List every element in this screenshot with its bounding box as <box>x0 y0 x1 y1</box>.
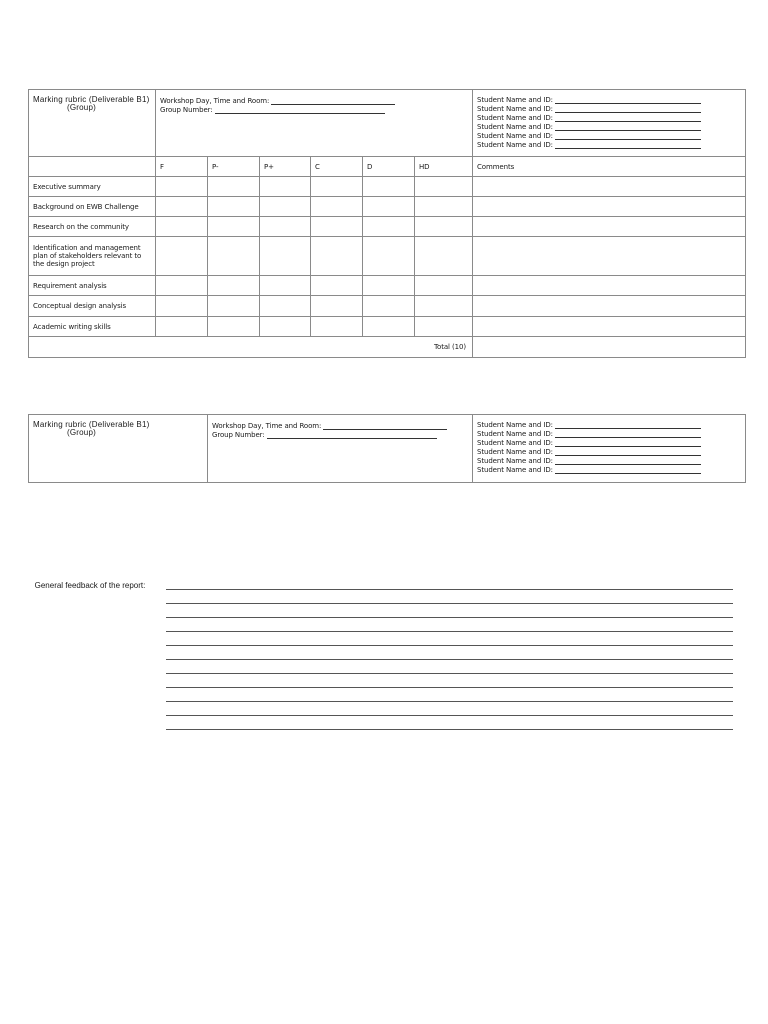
grade-cell[interactable] <box>363 217 415 237</box>
student-info-cell <box>473 90 746 157</box>
criterion-row <box>29 276 746 296</box>
grade-cell[interactable] <box>156 317 208 337</box>
grade-cell[interactable] <box>208 237 260 276</box>
student-label: Student Name and ID: <box>477 448 553 456</box>
criterion-row <box>29 317 746 337</box>
grade-header-p-minus: P- <box>208 157 260 177</box>
criterion-label: Academic writing skills <box>29 317 156 337</box>
criteria-header-cell <box>29 157 156 177</box>
student-field[interactable] <box>477 447 745 456</box>
workshop-field[interactable] <box>212 421 472 430</box>
student-label: Student Name and ID: <box>477 439 553 447</box>
grade-cell[interactable] <box>415 296 473 317</box>
grade-cell[interactable] <box>208 197 260 217</box>
grade-cell[interactable] <box>311 317 363 337</box>
student-label: Student Name and ID: <box>477 123 553 131</box>
student-field[interactable] <box>477 113 745 122</box>
student-blank[interactable] <box>555 114 701 122</box>
grade-cell[interactable] <box>363 317 415 337</box>
student-label: Student Name and ID: <box>477 132 553 140</box>
comments-cell[interactable] <box>473 217 746 237</box>
grade-cell[interactable] <box>363 237 415 276</box>
grade-cell[interactable] <box>208 177 260 197</box>
grade-header-p-plus: P+ <box>260 157 311 177</box>
criterion-row <box>29 237 746 276</box>
comments-cell[interactable] <box>473 177 746 197</box>
student-field[interactable] <box>477 465 745 474</box>
student-blank[interactable] <box>555 96 701 104</box>
grade-cell[interactable] <box>260 197 311 217</box>
grade-cell[interactable] <box>156 217 208 237</box>
group-number-blank[interactable] <box>267 431 437 439</box>
student-blank[interactable] <box>555 421 701 429</box>
feedback-line[interactable] <box>166 646 733 660</box>
grade-cell[interactable] <box>363 276 415 296</box>
student-label: Student Name and ID: <box>477 96 553 104</box>
student-blank[interactable] <box>555 123 701 131</box>
student-label: Student Name and ID: <box>477 114 553 122</box>
feedback-line[interactable] <box>166 716 733 730</box>
comments-header: Comments <box>473 157 746 177</box>
grade-cell[interactable] <box>156 296 208 317</box>
grade-cell[interactable] <box>311 276 363 296</box>
feedback-line[interactable] <box>166 632 733 646</box>
student-field[interactable] <box>477 104 745 113</box>
rubric-title: Marking rubric (Deliverable B1) <box>33 95 150 104</box>
feedback-line[interactable] <box>166 674 733 688</box>
workshop-info-cell <box>156 90 473 157</box>
student-field[interactable] <box>477 95 745 104</box>
grade-cell[interactable] <box>363 296 415 317</box>
total-value-cell[interactable] <box>473 337 746 358</box>
student-label: Student Name and ID: <box>477 421 553 429</box>
grade-cell[interactable] <box>311 177 363 197</box>
grade-cell[interactable] <box>363 177 415 197</box>
criterion-row <box>29 296 746 317</box>
student-field[interactable] <box>477 140 745 149</box>
grade-cell[interactable] <box>311 217 363 237</box>
student-field[interactable] <box>477 420 745 429</box>
student-label: Student Name and ID: <box>477 141 553 149</box>
grade-header-f: F <box>156 157 208 177</box>
group-number-label: Group Number: <box>160 106 213 114</box>
workshop-blank[interactable] <box>323 422 447 430</box>
student-blank[interactable] <box>555 448 701 456</box>
student-field[interactable] <box>477 131 745 140</box>
general-feedback-lines[interactable] <box>166 576 733 730</box>
group-number-field[interactable] <box>160 105 472 114</box>
group-number-field[interactable] <box>212 430 472 439</box>
grade-cell[interactable] <box>260 317 311 337</box>
rubric-header-row <box>29 415 746 483</box>
rubric-subtitle: (Group) <box>67 103 96 112</box>
grade-cell[interactable] <box>156 237 208 276</box>
grade-cell[interactable] <box>311 296 363 317</box>
student-field[interactable] <box>477 438 745 447</box>
grade-header-row <box>29 157 746 177</box>
grade-cell[interactable] <box>156 177 208 197</box>
student-blank[interactable] <box>555 466 701 474</box>
grade-cell[interactable] <box>363 197 415 217</box>
marking-rubric-table-2 <box>28 414 746 483</box>
student-label: Student Name and ID: <box>477 430 553 438</box>
marking-rubric-table <box>28 89 746 358</box>
workshop-info-cell <box>208 415 473 483</box>
grade-cell[interactable] <box>208 217 260 237</box>
criterion-label: Executive summary <box>29 177 156 197</box>
comments-cell[interactable] <box>473 276 746 296</box>
grade-cell[interactable] <box>208 276 260 296</box>
criterion-row <box>29 177 746 197</box>
criterion-label: Research on the community <box>29 217 156 237</box>
grade-cell[interactable] <box>311 197 363 217</box>
criterion-label: Conceptual design analysis <box>29 296 156 317</box>
workshop-label: Workshop Day, Time and Room: <box>212 422 322 430</box>
comments-cell[interactable] <box>473 197 746 217</box>
student-blank[interactable] <box>555 457 701 465</box>
criterion-row <box>29 197 746 217</box>
feedback-line[interactable] <box>166 576 733 590</box>
grade-header-hd: HD <box>415 157 473 177</box>
criterion-label: Requirement analysis <box>29 276 156 296</box>
grade-cell[interactable] <box>208 317 260 337</box>
grade-cell[interactable] <box>415 237 473 276</box>
total-row <box>29 337 746 358</box>
grade-cell[interactable] <box>415 317 473 337</box>
grade-header-c: C <box>311 157 363 177</box>
grade-cell[interactable] <box>415 197 473 217</box>
group-number-blank[interactable] <box>215 106 385 114</box>
rubric-title-cell <box>29 90 156 157</box>
grade-cell[interactable] <box>156 276 208 296</box>
total-label: Total (10) <box>29 337 473 358</box>
grade-cell[interactable] <box>415 177 473 197</box>
student-blank[interactable] <box>555 132 701 140</box>
feedback-line[interactable] <box>166 590 733 604</box>
student-label: Student Name and ID: <box>477 457 553 465</box>
student-info-cell <box>473 415 746 483</box>
grade-cell[interactable] <box>415 276 473 296</box>
student-field[interactable] <box>477 122 745 131</box>
rubric-header-row <box>29 90 746 157</box>
student-blank[interactable] <box>555 430 701 438</box>
student-field[interactable] <box>477 429 745 438</box>
grade-cell[interactable] <box>208 296 260 317</box>
grade-header-d: D <box>363 157 415 177</box>
comments-cell[interactable] <box>473 296 746 317</box>
rubric-title: Marking rubric (Deliverable B1) <box>33 420 150 429</box>
student-blank[interactable] <box>555 141 701 149</box>
grade-cell[interactable] <box>260 296 311 317</box>
criterion-label: Identification and management plan of stakeholders relevant to the design project <box>29 237 156 276</box>
feedback-line[interactable] <box>166 702 733 716</box>
student-label: Student Name and ID: <box>477 466 553 474</box>
workshop-blank[interactable] <box>271 97 395 105</box>
grade-cell[interactable] <box>156 197 208 217</box>
workshop-label: Workshop Day, Time and Room: <box>160 97 270 105</box>
general-feedback-label: General feedback of the report: <box>34 581 146 590</box>
comments-cell[interactable] <box>473 237 746 276</box>
grade-cell[interactable] <box>260 237 311 276</box>
feedback-line[interactable] <box>166 618 733 632</box>
grade-cell[interactable] <box>260 276 311 296</box>
student-blank[interactable] <box>555 105 701 113</box>
grade-cell[interactable] <box>311 237 363 276</box>
group-number-label: Group Number: <box>212 431 265 439</box>
grade-cell[interactable] <box>260 217 311 237</box>
criterion-label: Background on EWB Challenge <box>29 197 156 217</box>
student-label: Student Name and ID: <box>477 105 553 113</box>
comments-cell[interactable] <box>473 317 746 337</box>
feedback-line[interactable] <box>166 604 733 618</box>
student-field[interactable] <box>477 456 745 465</box>
grade-cell[interactable] <box>415 217 473 237</box>
grade-cell[interactable] <box>260 177 311 197</box>
workshop-field[interactable] <box>160 96 472 105</box>
feedback-line[interactable] <box>166 660 733 674</box>
rubric-subtitle: (Group) <box>67 428 96 437</box>
feedback-line[interactable] <box>166 688 733 702</box>
student-blank[interactable] <box>555 439 701 447</box>
criterion-row <box>29 217 746 237</box>
rubric-title-cell <box>29 415 208 483</box>
